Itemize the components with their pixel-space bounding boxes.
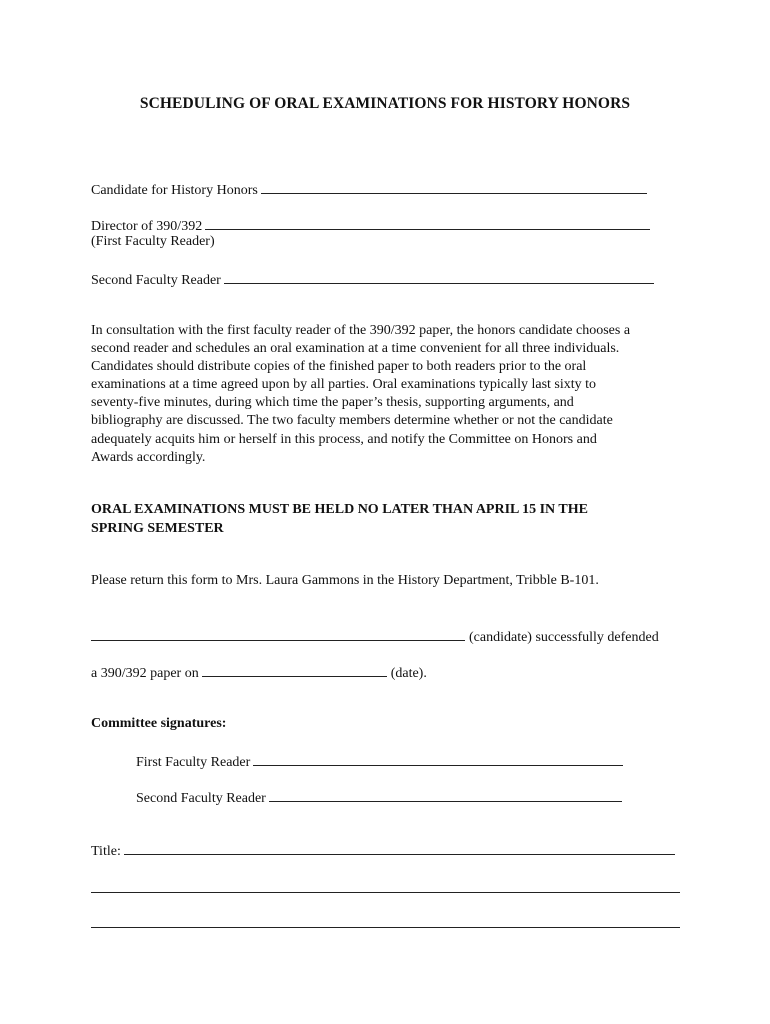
director-label: Director of 390/392 [91, 219, 203, 234]
second-reader-field [91, 270, 654, 289]
paragraph-line: second reader and schedules an oral examination at a time convenient for all three individuals. [91, 341, 620, 357]
paragraph-line: In consultation with the first faculty reader of the 390/392 paper, the honors candidate chooses a [91, 323, 631, 338]
paragraph-line: Awards accordingly. [91, 449, 206, 465]
candidate-field [91, 180, 647, 199]
first-reader-signature-line[interactable] [253, 752, 623, 766]
title-field-label: Title: [91, 844, 121, 859]
deadline-line: SPRING SEMESTER [91, 521, 224, 536]
signatures-heading: Committee signatures: [91, 716, 227, 731]
paragraph-line: examinations at a time agreed upon by all parties. Oral examinations typically last sixty to [91, 377, 597, 393]
first-reader-signature-label: First Faculty Reader [136, 755, 251, 770]
paragraph-line: bibliography are discussed. The two faculty members determine whether or not the candidate [91, 413, 613, 429]
second-reader-input-line[interactable] [224, 270, 654, 284]
defense-candidate-row [91, 627, 659, 646]
defense-paper-prefix: a 390/392 paper on [91, 666, 199, 681]
director-sublabel: (First Faculty Reader) [91, 234, 215, 249]
defense-date-input-line[interactable] [202, 663, 387, 677]
deadline-line: ORAL EXAMINATIONS MUST BE HELD NO LATER THAN APRIL 15 IN THE [91, 502, 588, 517]
candidate-label: Candidate for History Honors [91, 183, 258, 198]
title-input-line-3[interactable] [91, 926, 680, 928]
defense-date-suffix: (date). [390, 666, 427, 681]
title-field-row [91, 841, 675, 860]
instructions-paragraph [91, 322, 681, 467]
director-input-line[interactable] [205, 216, 650, 230]
paragraph-line: adequately acquits him or herself in this process, and notify the Committee on Honors and [91, 431, 597, 447]
defense-date-row [91, 663, 427, 682]
title-input-line-1[interactable] [124, 841, 675, 855]
title-input-line-2[interactable] [91, 891, 680, 893]
deadline-notice [91, 500, 588, 538]
second-reader-signature-label: Second Faculty Reader [136, 791, 266, 806]
second-reader-signature-line[interactable] [269, 788, 622, 802]
candidate-input-line[interactable] [261, 180, 647, 194]
paragraph-line: Candidates should distribute copies of the finished paper to both readers prior to the oral [91, 359, 587, 375]
defense-candidate-suffix: (candidate) successfully defended [469, 630, 659, 645]
paragraph-line: seventy-five minutes, during which time the paper’s thesis, supporting arguments, and [91, 395, 574, 411]
page-title: SCHEDULING OF ORAL EXAMINATIONS FOR HISTORY HONORS [139, 95, 631, 112]
return-note: Please return this form to Mrs. Laura Gammons in the History Department, Tribble B-101. [91, 573, 599, 588]
second-reader-signature-row [136, 788, 622, 807]
second-reader-label: Second Faculty Reader [91, 273, 221, 288]
first-reader-signature-row [136, 752, 623, 771]
director-field [91, 216, 650, 235]
defense-candidate-input-line[interactable] [91, 627, 465, 641]
